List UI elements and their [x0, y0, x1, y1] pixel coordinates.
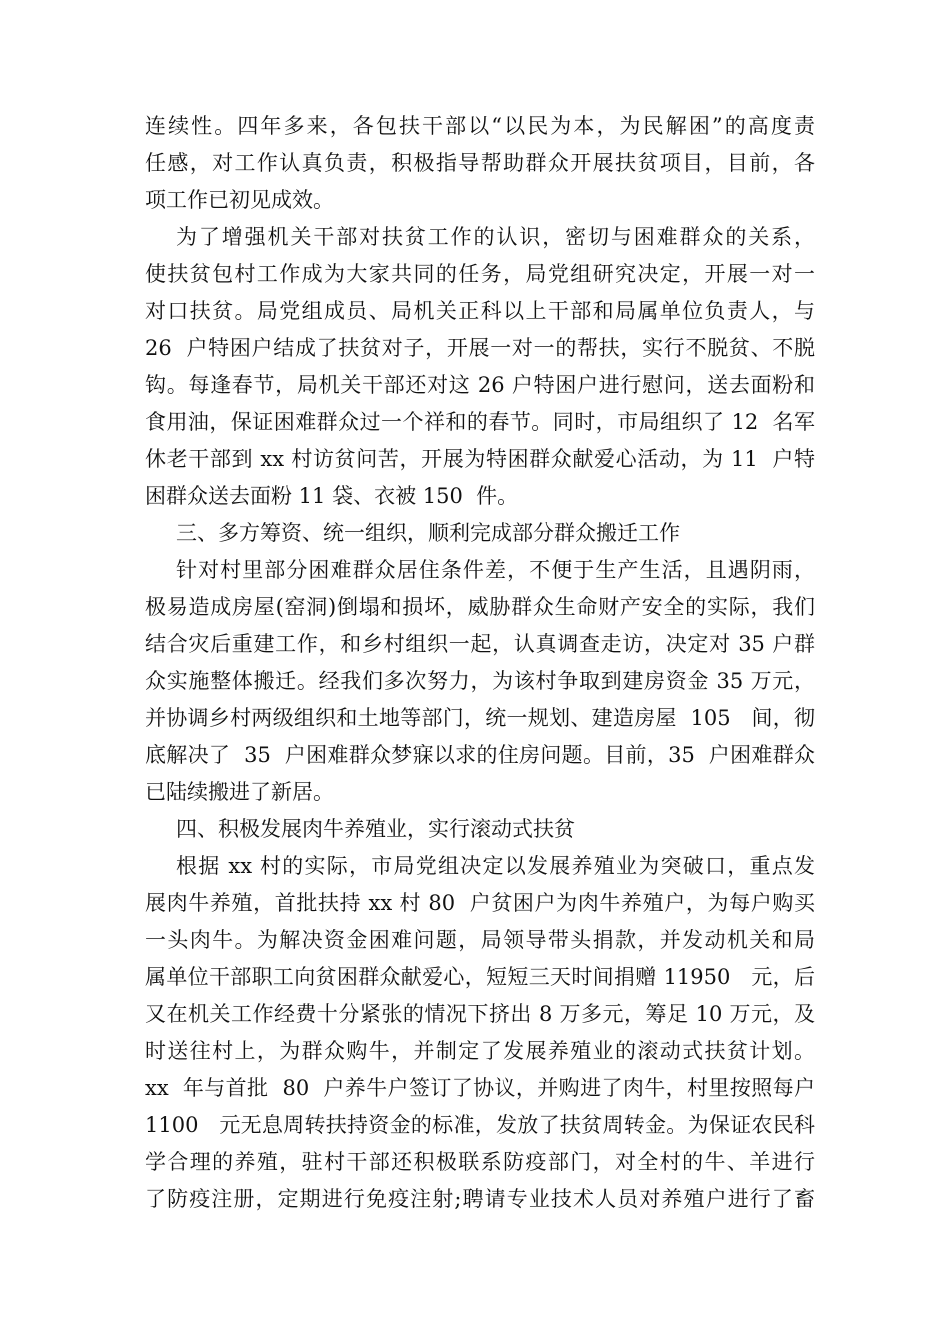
paragraph-first-line: 为了增强机关干部对扶贫工作的认识，密切与困难群众的关系，	[176, 225, 815, 249]
text-line: 众实施整体搬迁。经我们多次努力，为该村争取到建房资金 35 万元，	[145, 669, 815, 693]
text-line: 已陆续搬进了新居。	[145, 780, 334, 804]
text-line: 1100 元无息周转扶持资金的标准，发放了扶贫周转金。为保证农民科	[145, 1113, 815, 1137]
document-body	[145, 108, 815, 1218]
text-line: xx 年与首批 80 户养牛户签订了协议，并购进了肉牛，村里按照每户	[145, 1076, 815, 1100]
text-line: 对口扶贫。局党组成员、局机关正科以上干部和局属单位负责人，与	[145, 299, 815, 323]
text-line: 26 户特困户结成了扶贫对子，开展一对一的帮扶，实行不脱贫、不脱	[145, 336, 815, 360]
text-line: 底解决了 35 户困难群众梦寐以求的住房问题。目前，35 户困难群众	[145, 743, 815, 767]
text-line: 任感，对工作认真负责，积极指导帮助群众开展扶贫项目，目前，各	[145, 151, 815, 175]
text-line: 项工作已初见成效。	[145, 188, 334, 212]
text-line: 困群众送去面粉 11 袋、衣被 150 件。	[145, 484, 519, 508]
text-line: 连续性。四年多来，各包扶干部以“以民为本，为民解困”的高度责	[145, 114, 815, 138]
text-line: 时送往村上，为群众购牛，并制定了发展养殖业的滚动式扶贫计划。	[145, 1039, 815, 1063]
text-line: 食用油，保证困难群众过一个祥和的春节。同时，市局组织了 12 名军	[145, 410, 815, 434]
text-line: 结合灾后重建工作，和乡村组织一起，认真调查走访，决定对 35 户群	[145, 632, 815, 656]
section-heading: 四、积极发展肉牛养殖业，实行滚动式扶贫	[176, 817, 575, 841]
text-line: 休老干部到 xx 村访贫问苦，开展为特困群众献爱心活动，为 11 户特	[145, 447, 815, 471]
text-line: 展肉牛养殖，首批扶持 xx 村 80 户贫困户为肉牛养殖户，为每户购买	[145, 891, 815, 915]
text-line: 属单位干部职工向贫困群众献爱心，短短三天时间捐赠 11950 元，后	[145, 965, 815, 989]
text-line: 学合理的养殖，驻村干部还积极联系防疫部门，对全村的牛、羊进行	[145, 1150, 815, 1174]
text-line: 极易造成房屋(窑洞)倒塌和损坏，威胁群众生命财产安全的实际，我们	[145, 595, 815, 619]
paragraph-first-line: 根据 xx 村的实际，市局党组决定以发展养殖业为突破口，重点发	[176, 854, 815, 878]
section-heading: 三、多方筹资、统一组织，顺利完成部分群众搬迁工作	[176, 521, 680, 545]
text-line: 又在机关工作经费十分紧张的情况下挤出 8 万多元，筹足 10 万元，及	[145, 1002, 815, 1026]
paragraph-first-line: 针对村里部分困难群众居住条件差，不便于生产生活，且遇阴雨，	[176, 558, 815, 582]
text-line: 并协调乡村两级组织和土地等部门，统一规划、建造房屋 105 间，彻	[145, 706, 815, 730]
text-line: 一头肉牛。为解决资金困难问题，局领导带头捐款，并发动机关和局	[145, 928, 815, 952]
text-line: 使扶贫包村工作成为大家共同的任务，局党组研究决定，开展一对一	[145, 262, 815, 286]
text-line: 钩。每逢春节，局机关干部还对这 26 户特困户进行慰问，送去面粉和	[145, 373, 815, 397]
text-line: 了防疫注册，定期进行免疫注射;聘请专业技术人员对养殖户进行了畜	[145, 1187, 815, 1211]
